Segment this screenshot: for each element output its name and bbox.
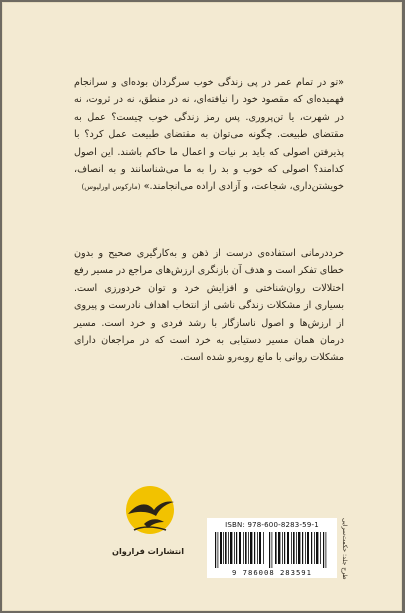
quote-block bbox=[74, 74, 344, 196]
book-back-cover bbox=[2, 2, 402, 611]
quote-text: «تو در تمام عمر در پی زندگی خوب سرگردان بوده‌ای و سرانجام فهمیده‌ای که مقصود خود را نیافته‌ای، نه در منطق، نه در ثروت، نه در شهرت، یا تن‌پروری. پس رمز زندگی خوب چیست؟ عمل به مقتضای طبیعت. چگونه می‌توان به مقتضای طبیعت عمل کرد؟ با پذیرفتن اصولی که باید بر نیات و اعمال ما حاکم باشند. این اصول کدامند؟ اصولی که خوب و بد را به ما می‌شناسانند و به انصاف، خویشتن‌داری، شجاعت، و آزادی اراده می‌انجامند.» bbox=[74, 77, 344, 193]
isbn-label: ISBN: 978-600-8283-59-1 bbox=[225, 521, 319, 529]
isbn-barcode bbox=[207, 518, 337, 578]
barcode-bars bbox=[213, 532, 331, 568]
description-text: خرددرمانی استفاده‌ی درست از ذهن و به‌کارگیری صحیح و بدون خطای تفکر است و هدف آن بازنگری ارزش‌های مراجع در مسیر رفع اختلالات روان‌شناختی و افزایش خرد و توان خردورزی است. بسیاری از مشکلات زندگی ناشی از انتخاب اهداف نادرست و پیروی از ارزش‌ها و اصول ناسازگار با رشد فردی و خرد است. مسیر درمان همان مسیر دستیابی به خرد است که در مراجعان دارای مشکلات روانی با مانع روبه‌رو شده است. bbox=[74, 248, 344, 364]
publisher-name: انتشارات فراروان bbox=[111, 546, 185, 556]
bird-logo-icon bbox=[114, 480, 184, 546]
description-paragraph bbox=[74, 245, 344, 367]
quote-attribution: (مارکوس اورلیوس) bbox=[81, 182, 141, 192]
cover-design-credit: طرح جلد: حکمت‌سرایی bbox=[341, 518, 348, 580]
barcode-digits: 9 786008 283591 bbox=[232, 568, 312, 577]
